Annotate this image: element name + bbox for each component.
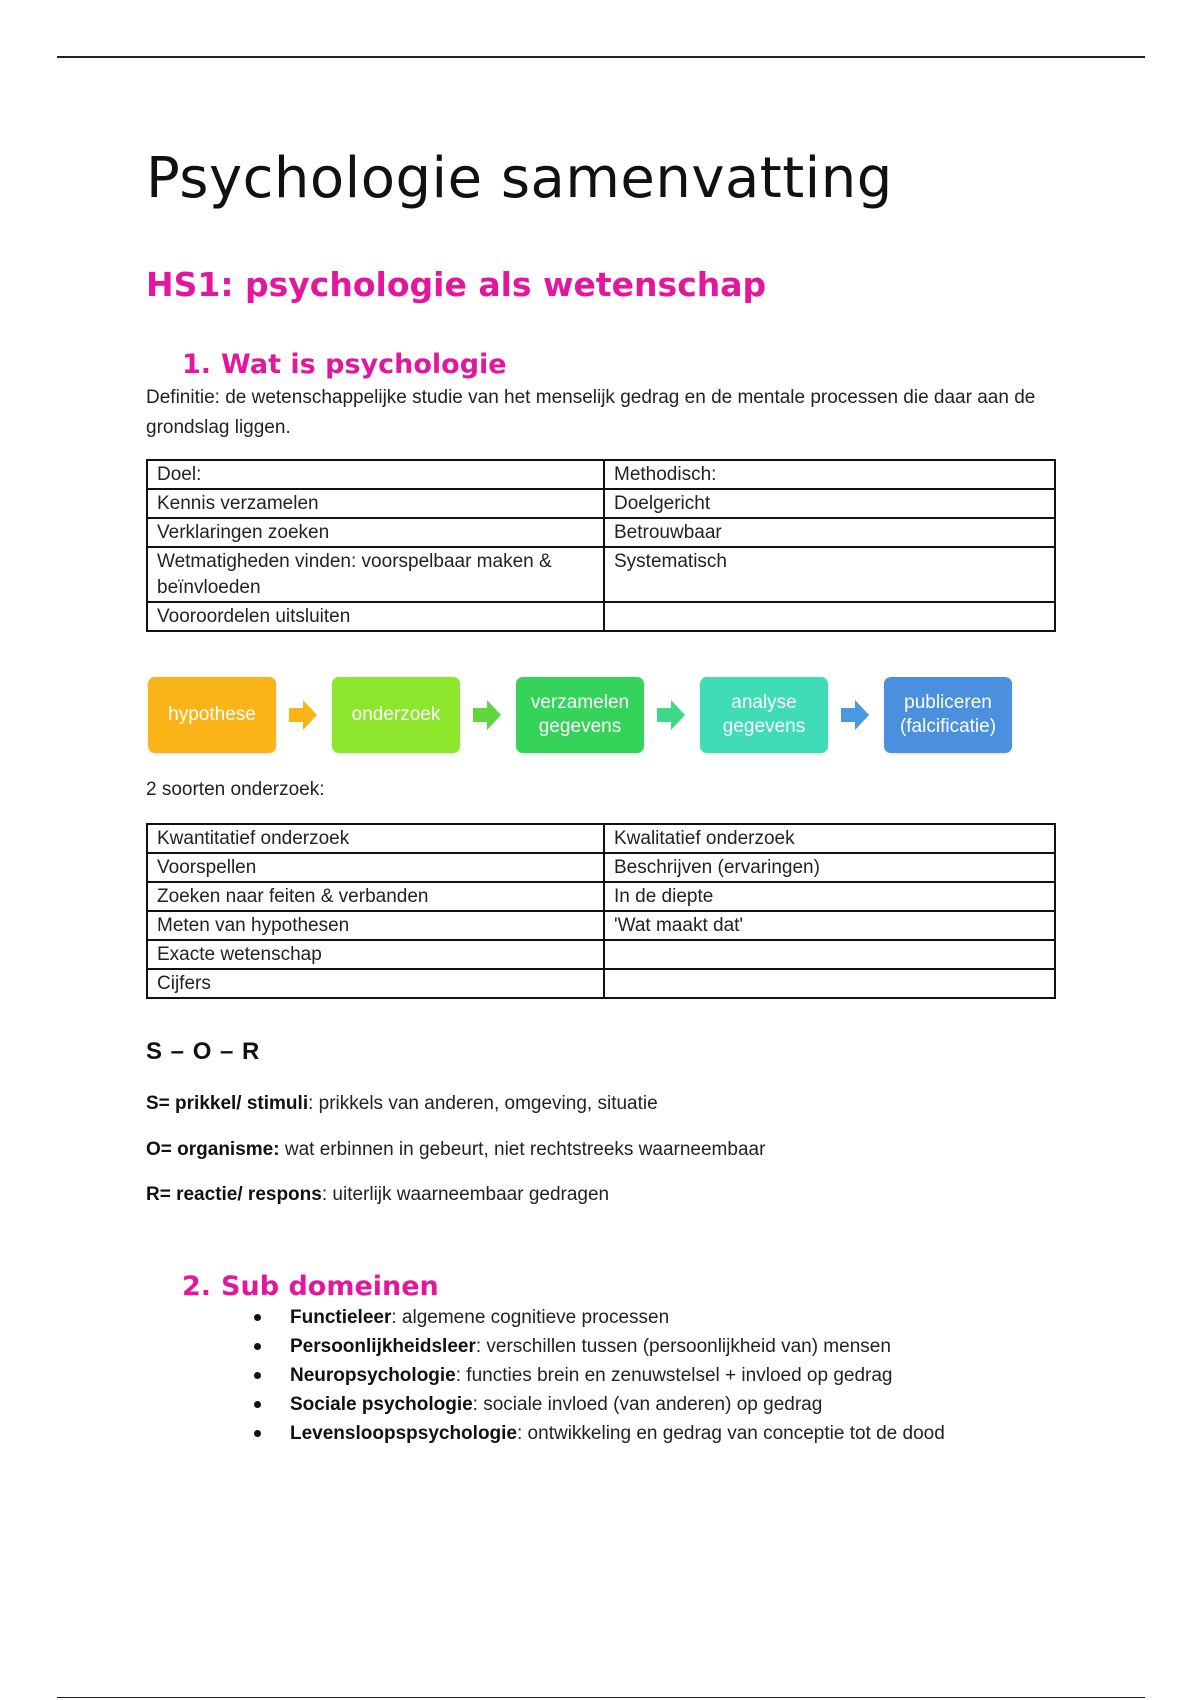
chapter-heading: HS1: psychologie als wetenschap	[146, 265, 767, 304]
arrow-shape	[657, 700, 685, 730]
domain-text: : functies brein en zenuwstelsel + invloed op gedrag	[455, 1365, 893, 1386]
footer-rule	[57, 1697, 1145, 1698]
definition-paragraph: Definitie: de wetenschappelijke studie van het menselijk gedrag en de mentale processen die daar aan de grondslag liggen.	[146, 387, 1036, 438]
table-cell	[604, 969, 1055, 998]
table-row	[147, 969, 1055, 998]
table-cell: 'Wat maakt dat'	[604, 911, 1055, 940]
domain-term: Functieleer	[290, 1307, 392, 1328]
table-cell: Methodisch:	[604, 460, 1055, 489]
table-cell: Kwalitatief onderzoek	[604, 824, 1055, 853]
domain-text: : sociale invloed (van anderen) op gedrag	[472, 1394, 823, 1415]
domain-text: : algemene cognitieve processen	[391, 1307, 670, 1328]
sor-stimulus-line	[146, 1093, 658, 1115]
onderzoek-types-table	[146, 823, 1056, 999]
sub-domains-list	[250, 1303, 945, 1448]
flow-step-label: publiceren (falcificatie)	[899, 692, 997, 737]
table-row	[147, 940, 1055, 969]
table-cell: Zoeken naar feiten & verbanden	[147, 882, 604, 911]
table-row	[147, 489, 1055, 518]
bullet-icon	[254, 1314, 261, 1321]
list-item	[250, 1390, 945, 1419]
page-title: Psychologie samenvatting	[146, 146, 893, 211]
table-cell	[604, 602, 1055, 631]
arrow-right-icon	[657, 700, 685, 730]
bullet-icon	[254, 1430, 261, 1437]
table-cell: Kwantitatief onderzoek	[147, 824, 604, 853]
bullet-icon	[254, 1343, 261, 1350]
section-2-number: 2.	[182, 1271, 212, 1302]
bullet-icon	[254, 1372, 261, 1379]
arrow-shape	[473, 700, 501, 730]
table-row	[147, 911, 1055, 940]
section-1-title: Wat is psychologie	[221, 349, 507, 380]
table-row	[147, 853, 1055, 882]
list-item	[250, 1419, 945, 1448]
table-cell: Vooroordelen uitsluiten	[147, 602, 604, 631]
table-row	[147, 882, 1055, 911]
sor-organisme-line	[146, 1139, 765, 1161]
table-cell: Cijfers	[147, 969, 604, 998]
flow-step-label: onderzoek	[351, 704, 441, 725]
soorten-onderzoek-label: 2 soorten onderzoek:	[146, 779, 325, 800]
table-row	[147, 518, 1055, 547]
sor-heading: S – O – R	[146, 1038, 261, 1065]
flow-step-hypothese	[148, 677, 276, 753]
list-item	[250, 1332, 945, 1361]
table-cell: In de diepte	[604, 882, 1055, 911]
list-item	[250, 1361, 945, 1390]
table-cell: Exacte wetenschap	[147, 940, 604, 969]
section-2-heading	[182, 1271, 439, 1302]
table-row	[147, 547, 1055, 602]
table-cell: Doelgericht	[604, 489, 1055, 518]
section-1-number: 1.	[182, 349, 212, 380]
domain-term: Persoonlijkheidsleer	[290, 1336, 476, 1357]
table-cell: Betrouwbaar	[604, 518, 1055, 547]
flow-step-label: verzamelen gegevens	[530, 692, 630, 737]
domain-text: : ontwikkeling en gedrag van conceptie tot de dood	[517, 1423, 945, 1444]
arrow-right-icon	[289, 700, 317, 730]
flow-step-label: hypothese	[168, 704, 256, 725]
arrow-shape	[289, 700, 317, 730]
table-cell: Systematisch	[604, 547, 1055, 602]
table-cell	[604, 940, 1055, 969]
sor-term: R= reactie/ respons	[146, 1184, 322, 1205]
sor-text: wat erbinnen in gebeurt, niet rechtstreeks waarneembaar	[279, 1139, 766, 1160]
research-process-flow	[148, 677, 1018, 753]
flow-step-label: analyse gegevens	[722, 692, 806, 737]
doel-methodisch-table	[146, 459, 1056, 632]
flow-step-publiceren	[884, 677, 1012, 753]
list-item	[250, 1303, 945, 1332]
arrow-right-icon	[473, 700, 501, 730]
arrow-shape	[841, 700, 869, 730]
sor-term: S= prikkel/ stimuli	[146, 1093, 309, 1114]
domain-text: : verschillen tussen (persoonlijkheid van) mensen	[475, 1336, 891, 1357]
sor-reactie-line	[146, 1184, 609, 1206]
sor-term: O= organisme:	[146, 1139, 280, 1160]
arrow-right-icon	[841, 700, 869, 730]
table-cell: Kennis verzamelen	[147, 489, 604, 518]
flow-step-analyse-gegevens	[700, 677, 828, 753]
table-cell: Meten van hypothesen	[147, 911, 604, 940]
bullet-icon	[254, 1401, 261, 1408]
section-1-heading	[182, 349, 507, 380]
flow-step-onderzoek	[332, 677, 460, 753]
table-row	[147, 460, 1055, 489]
table-row	[147, 824, 1055, 853]
table-cell: Verklaringen zoeken	[147, 518, 604, 547]
flow-step-verzamelen-gegevens	[516, 677, 644, 753]
table-cell: Voorspellen	[147, 853, 604, 882]
table-cell: Doel:	[147, 460, 604, 489]
domain-term: Sociale psychologie	[290, 1394, 473, 1415]
header-rule	[57, 56, 1145, 58]
domain-term: Levensloopspsychologie	[290, 1423, 517, 1444]
sor-text: : uiterlijk waarneembaar gedragen	[321, 1184, 610, 1205]
section-2-title: Sub domeinen	[221, 1271, 439, 1302]
domain-term: Neuropsychologie	[290, 1365, 456, 1386]
table-cell: Wetmatigheden vinden: voorspelbaar maken & beïnvloeden	[147, 547, 604, 602]
table-cell: Beschrijven (ervaringen)	[604, 853, 1055, 882]
table-row	[147, 602, 1055, 631]
sor-text: : prikkels van anderen, omgeving, situatie	[308, 1093, 658, 1114]
